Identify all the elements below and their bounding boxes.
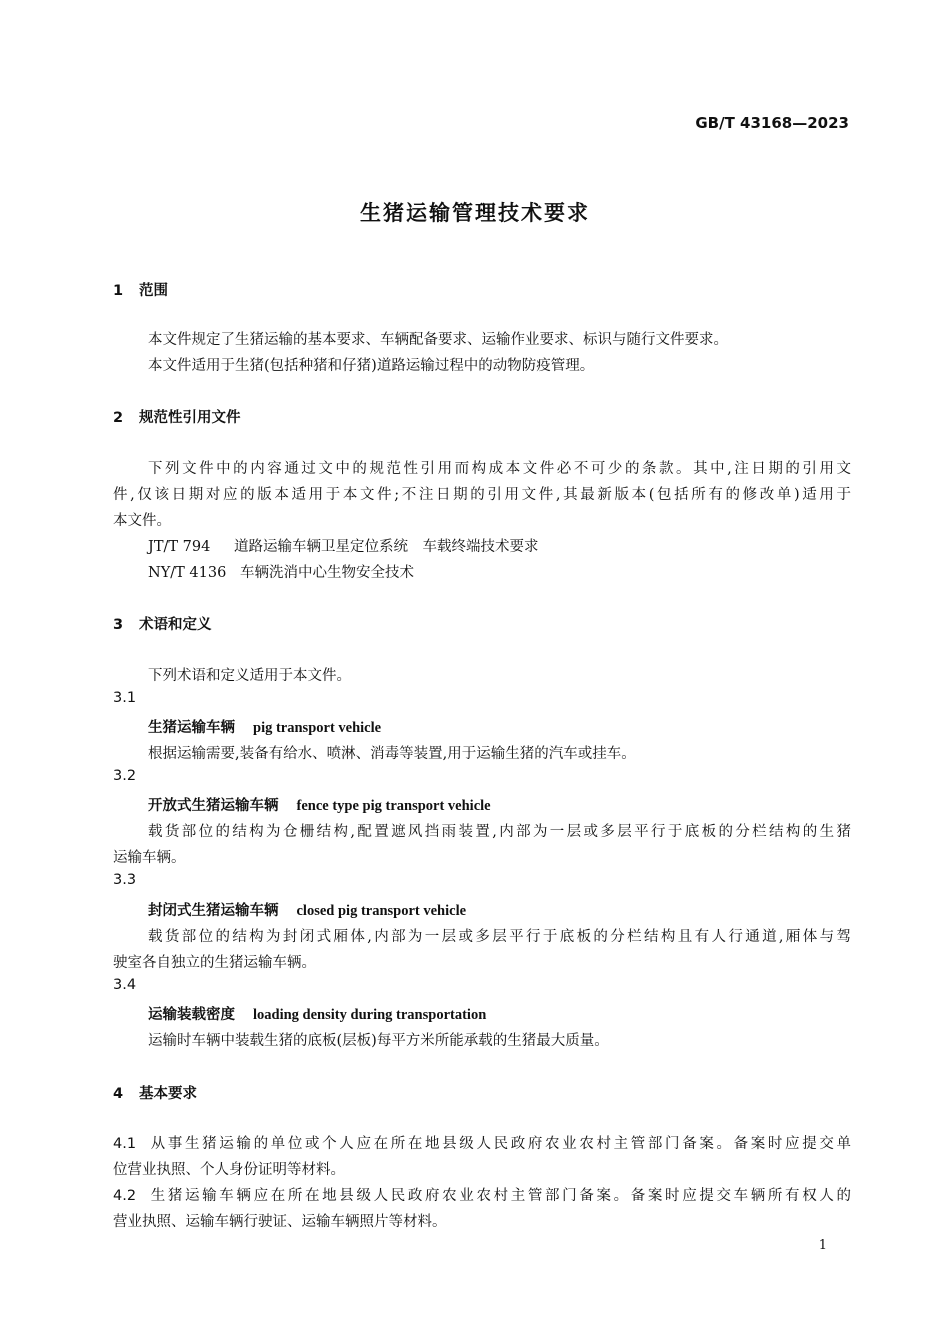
term-number: 3.2	[113, 768, 137, 784]
term-en: loading density during transportation	[253, 1007, 487, 1023]
section-number: 2	[113, 410, 124, 426]
term-zh: 开放式生猪运输车辆	[148, 798, 279, 814]
section-heading	[113, 613, 212, 634]
term-zh: 生猪运输车辆	[148, 720, 235, 736]
paragraph-line: 本文件。	[113, 513, 171, 529]
clause-text: 从事生猪运输的单位或个人应在所在地县级人民政府农业农村主管部门备案。备案时应提交单	[148, 1136, 851, 1152]
term-definition: 运输时车辆中装载生猪的底板(层板)每平方米所能承载的生猪最大质量。	[148, 1033, 609, 1049]
clause-number: 4.1	[113, 1136, 137, 1152]
term-definition: 运输车辆。	[113, 850, 186, 866]
reference-code: JT/T 794	[148, 539, 211, 555]
clause-line: 位营业执照、个人身份证明等材料。	[113, 1162, 345, 1178]
term-en: closed pig transport vehicle	[296, 903, 467, 919]
term-entry	[148, 716, 381, 737]
section-number: 3	[113, 617, 124, 633]
reference-code: NY/T 4136	[148, 565, 227, 581]
normative-reference	[148, 535, 539, 556]
term-en: pig transport vehicle	[253, 720, 382, 736]
clause-line	[113, 1132, 851, 1153]
term-entry	[148, 899, 466, 920]
section-heading	[113, 406, 241, 427]
term-definition: 驶室各自独立的生猪运输车辆。	[113, 955, 316, 971]
standard-code: GB/T 43168—2023	[695, 114, 849, 132]
paragraph: 本文件规定了生猪运输的基本要求、车辆配备要求、运输作业要求、标识与随行文件要求。	[148, 332, 728, 348]
section-title: 术语和定义	[139, 617, 212, 633]
term-number: 3.1	[113, 690, 137, 706]
paragraph-line: 件,仅该日期对应的版本适用于本文件;不注日期的引用文件,其最新版本(包括所有的修改单)适用于	[113, 487, 851, 503]
term-entry	[148, 794, 491, 815]
clause-number: 4.2	[113, 1188, 137, 1204]
term-definition: 载货部位的结构为封闭式厢体,内部为一层或多层平行于底板的分栏结构且有人行通道,厢体与驾	[148, 929, 851, 945]
term-entry	[148, 1003, 486, 1024]
term-zh: 封闭式生猪运输车辆	[148, 903, 279, 919]
document-title: 生猪运输管理技术要求	[360, 201, 590, 225]
section-title: 范围	[139, 283, 168, 299]
clause-line: 营业执照、运输车辆行驶证、运输车辆照片等材料。	[113, 1214, 447, 1230]
term-definition: 载货部位的结构为仓栅结构,配置遮风挡雨装置,内部为一层或多层平行于底板的分栏结构的生猪	[148, 824, 851, 840]
term-zh: 运输装载密度	[148, 1007, 235, 1023]
section-number: 1	[113, 283, 124, 299]
section-title: 规范性引用文件	[139, 410, 241, 426]
clause-text: 生猪运输车辆应在所在地县级人民政府农业农村主管部门备案。备案时应提交车辆所有权人的	[148, 1188, 851, 1204]
term-number: 3.3	[113, 872, 137, 888]
reference-title: 车辆洗消中心生物安全技术	[240, 565, 414, 581]
clause-line	[113, 1184, 851, 1205]
page-number: 1	[818, 1238, 827, 1253]
paragraph-line: 下列文件中的内容通过文中的规范性引用而构成本文件必不可少的条款。其中,注日期的引用文	[148, 461, 851, 477]
paragraph: 本文件适用于生猪(包括种猪和仔猪)道路运输过程中的动物防疫管理。	[148, 358, 595, 374]
term-en: fence type pig transport vehicle	[296, 798, 491, 814]
paragraph: 下列术语和定义适用于本文件。	[148, 668, 351, 684]
term-definition: 根据运输需要,装备有给水、喷淋、消毒等装置,用于运输生猪的汽车或挂车。	[148, 746, 636, 762]
normative-reference	[148, 561, 414, 582]
term-number: 3.4	[113, 977, 137, 993]
section-title: 基本要求	[139, 1086, 197, 1102]
section-number: 4	[113, 1086, 124, 1102]
reference-title: 道路运输车辆卫星定位系统 车载终端技术要求	[234, 539, 539, 555]
section-heading	[113, 1082, 197, 1103]
section-heading	[113, 279, 168, 300]
